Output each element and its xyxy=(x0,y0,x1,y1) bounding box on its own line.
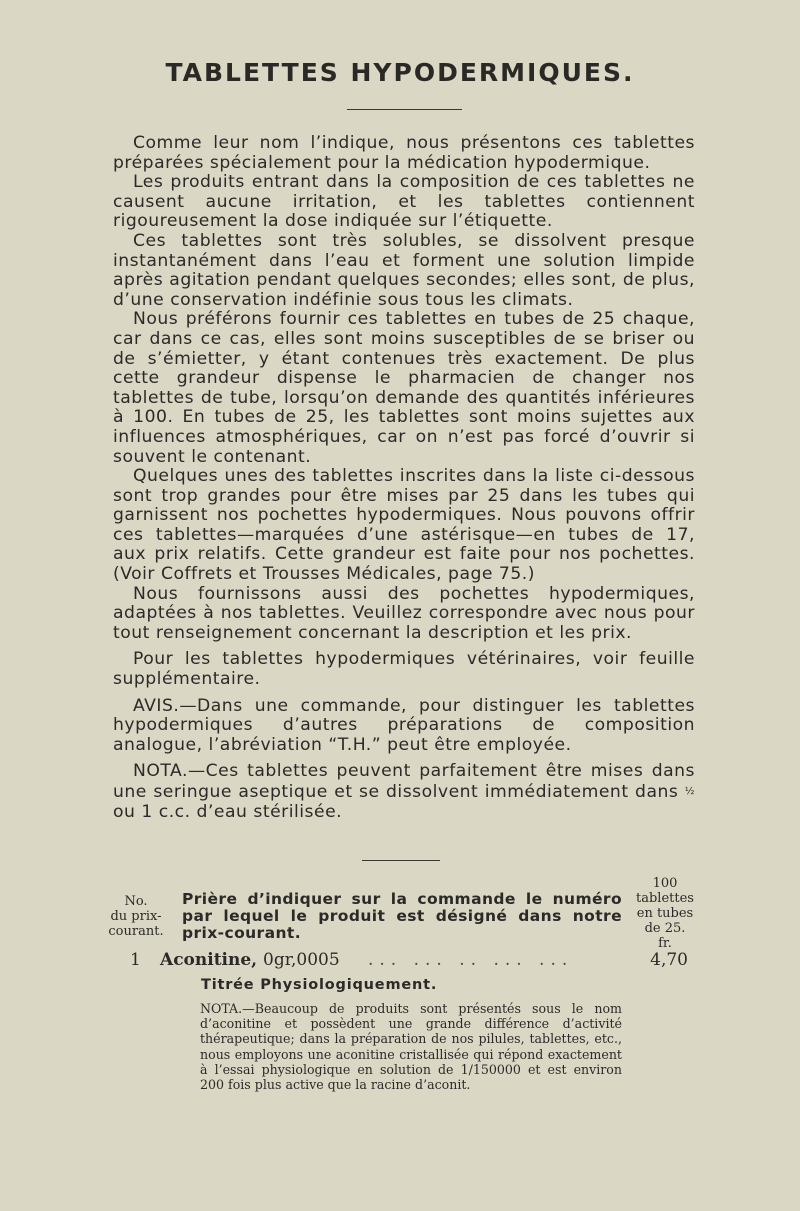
column-header-price-line: tablettes xyxy=(636,891,694,906)
product-name: Aconitine, xyxy=(160,950,258,970)
paragraph-avis: AVIS.—Dans une commande, pour distinguer les tablettes hypodermiques d’autres préparations de composition analogue, l’abréviation “T.H.” peut être employée. xyxy=(113,695,695,755)
column-header-price-line: 100 xyxy=(652,876,678,891)
leader-dots: ... ... .. ... ... xyxy=(368,950,574,970)
column-header-number-line: No. xyxy=(124,894,148,909)
product-subtitle: Titrée Physiologiquement. xyxy=(201,977,438,993)
column-header-number xyxy=(96,894,176,939)
title-divider xyxy=(347,109,462,110)
paragraph-3: Ces tablettes sont très solubles, se dissolvent presque instantanément dans l’eau et forment une solution limpide après agitation pendant quelques secondes; elles sont, de plus, d’une conservation indéfinie sous tous les climats. xyxy=(113,230,695,310)
column-header-price-line: en tubes xyxy=(636,906,694,921)
paragraph-1: Comme leur nom l’indique, nous présentons ces tablettes préparées spécialement pour la médication hypodermique. xyxy=(113,133,695,173)
paragraph-5: Quelques unes des tablettes inscrites dans la liste ci-dessous sont trop grandes pour être mises par 25 dans les tubes qui garnissent nos pochettes hypodermiques. Nous pouvons offrir ces tablettes—marquées d’une astérisque—en tubes de 17, aux prix relatifs. Cette grandeur est faite pour nos pochettes. (Voir Coffrets et Trousses Médicales, page 75.) xyxy=(113,466,695,585)
column-header-number-line: du prix- xyxy=(110,909,162,924)
paragraph-2: Les produits entrant dans la composition de ces tablettes ne causent aucune irritation, et les tablettes contiennent rigoureusement la dose indiquée sur l’étiquette. xyxy=(113,172,695,232)
product-note xyxy=(200,1001,622,1092)
product-dose: 0gr,0005 xyxy=(263,950,340,970)
column-header-number-line: courant. xyxy=(108,924,164,939)
product-price: 4,70 xyxy=(650,950,688,970)
paragraph-7: Pour les tablettes hypodermiques vétérinaires, voir feuille supplémentaire. xyxy=(113,649,695,690)
product-name-group xyxy=(160,950,340,970)
column-header-price xyxy=(630,876,700,951)
paragraph-nota xyxy=(113,762,695,822)
nota-text-after: ou 1 c.c. d’eau stérilisée. xyxy=(113,801,343,822)
paragraph-4: Nous préférons fournir ces tablettes en tubes de 25 chaque, car dans ce cas, elles sont moins susceptibles de se briser ou de s’émietter, y étant contenues très exactement. De plus cette grandeur dispense le pharmacien de changer nos tablettes de tube, lorsqu’on demande des quantités inférieures à 100. En tubes de 25, les tablettes sont moins sujettes aux influences atmosphériques, car on n’est pas forcé d’ouvrir si souvent le contenant. xyxy=(113,309,695,467)
order-instruction: Prière d’indiquer sur la commande le numéro par lequel le produit est désigné dans notre prix-courant. xyxy=(182,890,622,942)
nota-fraction: ½ xyxy=(684,786,695,797)
product-note-text: NOTA.—Beaucoup de produits sont présentés sous le nom d’aconitine et possèdent une grande différence d’activité thérapeutique; dans la préparation de nos pilules, tablettes, etc., nous employons une aconitine cristallisée qui répond exactement à l’essai physiologique en solution de 1/150000 et est environ 200 fois plus active que la racine d’aconit. xyxy=(200,1001,622,1093)
nota-text-before: NOTA.—Ces tablettes peuvent parfaitement être mises dans une seringue aseptique et se dissolvent immédiatement dans xyxy=(113,761,695,802)
paragraph-6: Nous fournissons aussi des pochettes hypodermiques, adaptées à nos tablettes. Veuillez correspondre avec nous pour tout renseignement concernant la description et les prix. xyxy=(113,583,695,643)
page-title: TABLETTES HYPODERMIQUES. xyxy=(165,58,635,87)
product-number: 1 xyxy=(130,950,141,970)
product-row xyxy=(128,950,688,974)
section-divider xyxy=(362,860,440,861)
intro-text xyxy=(113,134,695,822)
column-header-price-line: de 25. xyxy=(644,921,686,936)
column-header-price-line: fr. xyxy=(658,936,672,951)
